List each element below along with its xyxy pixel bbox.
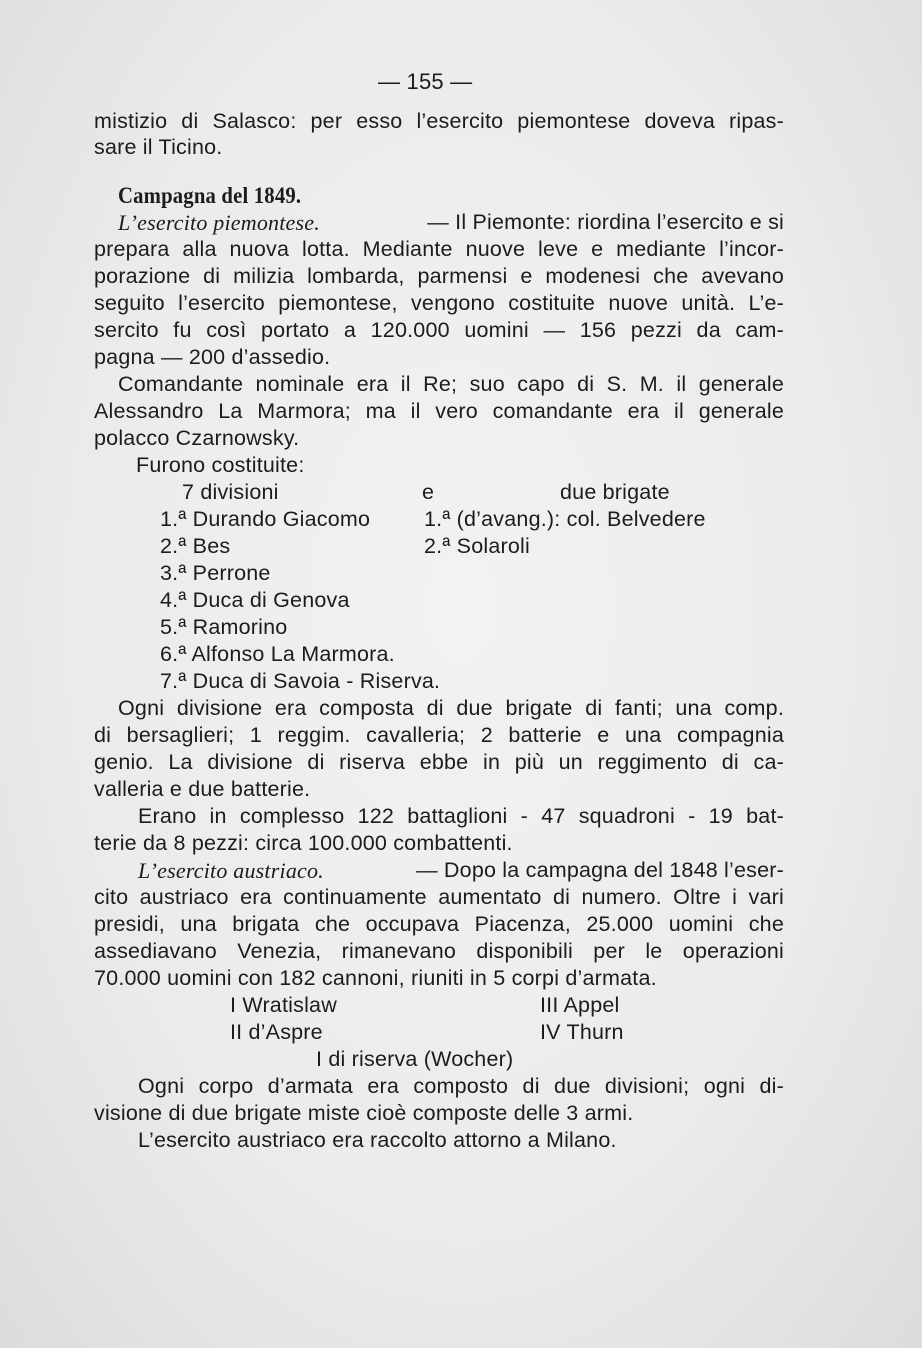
page-number: — 155 — xyxy=(378,69,473,94)
para-divisione-line-4: valleria e due batterie. xyxy=(94,777,311,801)
corps-reserve: I di riserva (Wocher) xyxy=(316,1047,514,1071)
section-heading: Campagna del 1849. xyxy=(118,183,302,208)
piemontese-title: L’esercito piemontese. xyxy=(118,210,320,235)
division-item: 2.ª Bes xyxy=(160,534,231,558)
para-comandante-line-1: Comandante nominale era il Re; suo capo di S. M. il generale xyxy=(118,372,784,396)
division-item: 3.ª Perrone xyxy=(160,561,271,585)
division-item: 4.ª Duca di Genova xyxy=(160,588,350,612)
corps-item: IV Thurn xyxy=(540,1020,624,1044)
para-divisione-line-2: di bersaglieri; 1 reggim. cavalleria; 2 batterie e una compagnia xyxy=(94,723,784,747)
para-complesso-line-2: terie da 8 pezzi: circa 100.000 combattenti. xyxy=(94,831,513,855)
para-piemontese-line-3: porazione di milizia lombarda, parmensi e modenesi che avevano xyxy=(94,264,784,288)
corps-item: II d’Aspre xyxy=(230,1020,323,1044)
para-austriaco-line-1 xyxy=(138,857,784,884)
para-piemontese-line-1 xyxy=(118,209,784,236)
brigades-header: due brigate xyxy=(560,480,670,504)
para-austriaco-line-3: presidi, una brigata che occupava Piacenza, 25.000 uomini che xyxy=(94,912,784,936)
division-item: 5.ª Ramorino xyxy=(160,615,288,639)
para-comandante-line-2: Alessandro La Marmora; ma il vero comandante era il generale xyxy=(94,399,784,423)
corps-item: I Wratislaw xyxy=(230,993,337,1017)
para-complesso-line-1: Erano in complesso 122 battaglioni - 47 squadroni - 19 bat- xyxy=(138,804,784,828)
para-piemontese-line-4: seguito l’esercito piemontese, vengono costituite nuove unità. L’e- xyxy=(94,291,784,315)
division-item: 1.ª Durando Giacomo xyxy=(160,507,371,531)
para-austriaco-line-4: assediavano Venezia, rimanevano disponibili per le operazioni xyxy=(94,939,784,963)
para-piemontese-line-2: prepara alla nuova lotta. Mediante nuove leve e mediante l’incor- xyxy=(94,237,784,261)
austriaco-title: L’esercito austriaco. xyxy=(138,858,324,883)
para-austriaco-line-5: 70.000 uomini con 182 cannoni, riuniti in 5 corpi d’armata. xyxy=(94,966,657,990)
division-item: 7.ª Duca di Savoia - Riserva. xyxy=(160,669,441,693)
brigade-item: 1.ª (d’avang.): col. Belvedere xyxy=(424,507,706,531)
para-piemontese-line-5: sercito fu così portato a 120.000 uomini — 156 pezzi da cam- xyxy=(94,318,784,342)
para-divisione-line-3: genio. La divisione di riserva ebbe in più un reggimento di ca- xyxy=(94,750,784,774)
divisions-header: 7 divisioni xyxy=(182,480,279,504)
para-piemontese-line-6: pagna — 200 d’assedio. xyxy=(94,345,331,369)
intro-line-2: sare il Ticino. xyxy=(94,135,223,159)
para-milano: L’esercito austriaco era raccolto attorno a Milano. xyxy=(138,1128,617,1152)
para-corpo-line-2: visione di due brigate miste cioè composte delle 3 armi. xyxy=(94,1101,634,1125)
corps-item: III Appel xyxy=(540,993,620,1017)
para-austriaco-line-2: cito austriaco era continuamente aumentato di numero. Oltre i vari xyxy=(94,885,784,909)
austriaco-line-1-rest: — Dopo la campagna del 1848 l’eser- xyxy=(416,858,784,882)
para-divisione-line-1: Ogni divisione era composta di due brigate di fanti; una comp. xyxy=(118,696,784,720)
brigade-item: 2.ª Solaroli xyxy=(424,534,530,558)
para-corpo-line-1: Ogni corpo d’armata era composto di due divisioni; ogni di- xyxy=(138,1074,784,1098)
piemontese-line-1-rest: — Il Piemonte: riordina l’esercito e si xyxy=(427,210,784,234)
intro-line-1: mistizio di Salasco: per esso l’esercito piemontese doveva ripas- xyxy=(94,109,784,133)
conjunction: e xyxy=(422,480,435,504)
division-item: 6.ª Alfonso La Marmora. xyxy=(160,642,395,666)
para-comandante-line-3: polacco Czarnowsky. xyxy=(94,426,300,450)
furono-costituite: Furono costituite: xyxy=(136,453,305,477)
